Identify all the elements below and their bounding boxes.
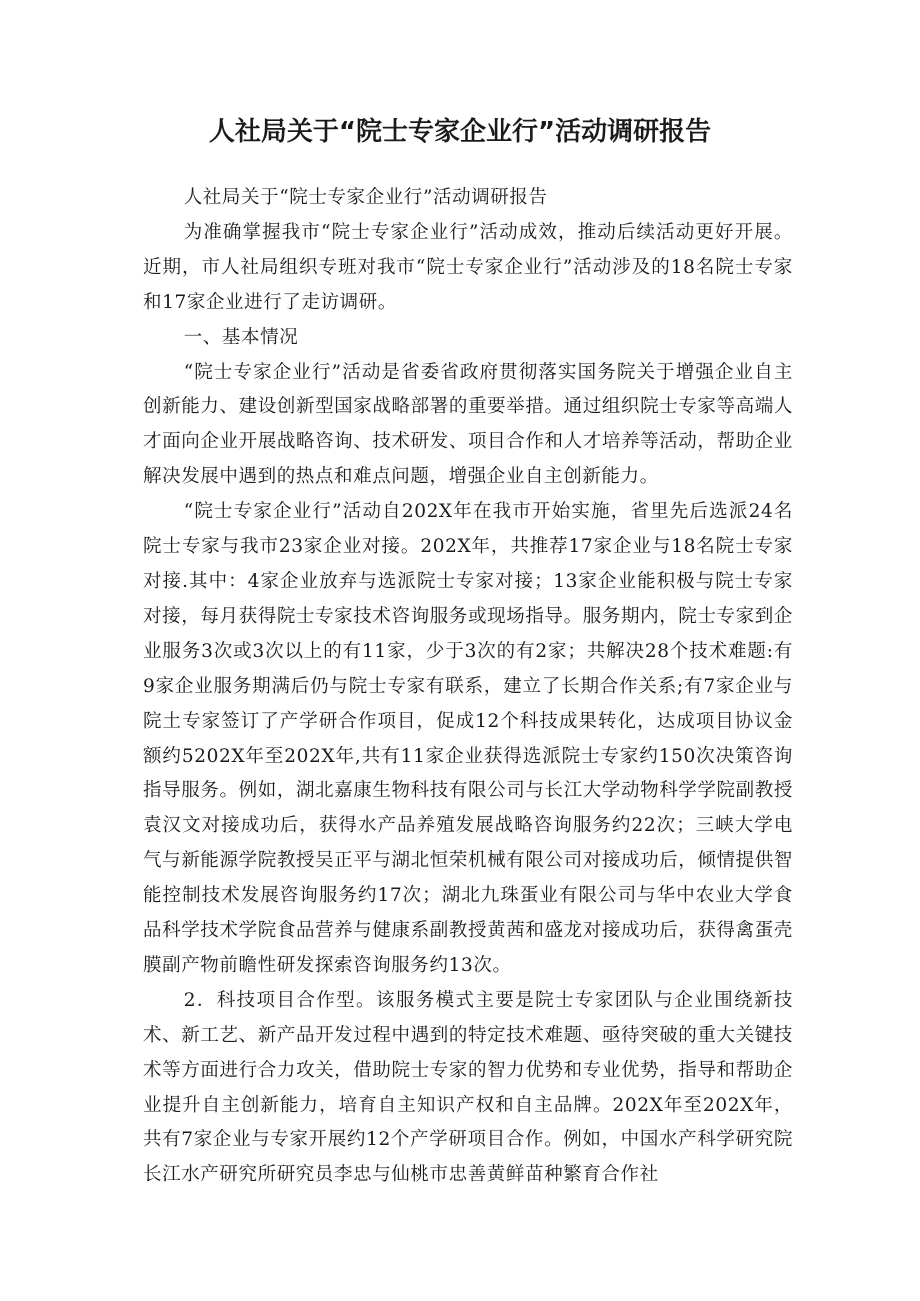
subtitle-paragraph: 人社局关于“院士专家企业行”活动调研报告 (183, 187, 548, 208)
document-title: 人社局关于“院士专家企业行”活动调研报告 (208, 117, 712, 147)
section-heading-basic-situation: 一、基本情况 (183, 326, 299, 348)
background-paragraph: “院士专家企业行”活动是省委省政府贯彻落实国务院关于增强企业自主创新能力、建设创新型国家战略部署的重要举措。通过组织院士专家等高端人才面向企业开展战略咨询、技术研发、项目合作和人才培养等活动，帮助企业解决发展中遇到的热点和难点问题，增强企业自主创新能力。 (143, 361, 793, 488)
document-body (143, 181, 793, 1193)
intro-paragraph: 为准确掌握我市“院士专家企业行”活动成效，推动后续活动更好开展。近期，市人社局组织专班对我市“院士专家企业行”活动涉及的18名院士专家和17家企业进行了走访调研。 (143, 221, 793, 313)
implementation-paragraph: “院士专家企业行”活动自202X年在我市开始实施，省里先后选派24名院士专家与我市23家企业对接。202X年，共推荐17家企业与18名院士专家对接.其中：4家企业放弃与选派院士专家对接；13家企业能积极与院士专家对接，每月获得院士专家技术咨询服务或现场指导。服务期内，院士专家到企业服务3次或3次以上的有11家，少于3次的有2家；共解决28个技术难题:有9家企业服务期满后仍与院士专家有联系，建立了长期合作关系;有7家企业与院土专家签订了产学研合作项目，促成12个科技成果转化，达成项目协议金额约5202X年至202X年,共有11家企业获得选派院士专家约150次决策咨询指导服务。例如，湖北嘉康生物科技有限公司与长江大学动物科学学院副教授袁汉文对接成功后，获得水产品养殖发展战略咨询服务约22次；三峡大学电气与新能源学院教授吴正平与湖北恒荣机械有限公司对接成功后，倾情提供智能控制技术发展咨询服务约17次；湖北九珠蛋业有限公司与华中农业大学食品科学技术学院食品营养与健康系副教授黄茜和盛龙对接成功后，获得禽蛋壳膜副产物前瞻性研发探索咨询服务约13次。 (143, 501, 793, 976)
project-cooperation-paragraph: 2．科技项目合作型。该服务模式主要是院士专家团队与企业围绕新技术、新工艺、新产品开发过程中遇到的特定技术难题、亟待突破的重大关键技术等方面进行合力攻关，借助院士专家的智力优势和专业优势，指导和帮助企业提升自主创新能力，培育自主知识产权和自主品牌。202X年至202X年，共有7家企业与专家开展约12个产学研项目合作。例如，中国水产科学研究院长江水产研究所研究员李忠与仙桃市忠善黄鲜苗种繁育合作社 (143, 989, 793, 1186)
